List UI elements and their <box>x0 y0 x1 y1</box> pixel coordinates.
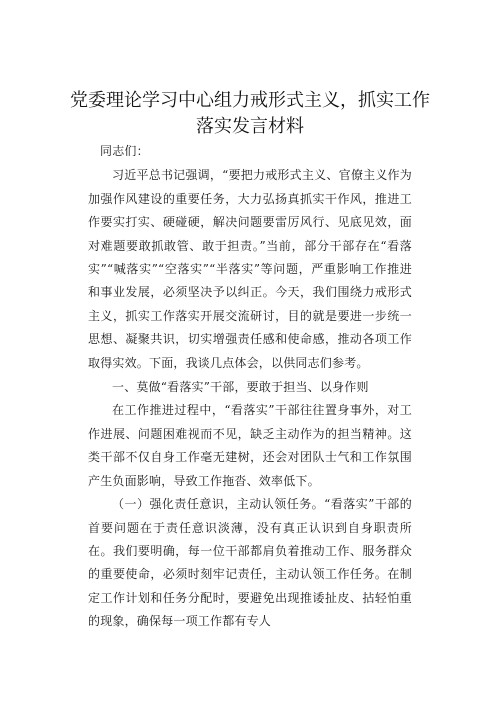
title-line-2: 落实发言材料 <box>196 116 304 137</box>
section-heading-1: 一、莫做“看落实”干部，要敢于担当、以身作则 <box>112 380 369 395</box>
document-body <box>88 140 412 634</box>
document-title <box>0 88 500 140</box>
paragraph-intro: 习近平总书记强调，“要把力戒形式主义、官僚主义作为加强作风建设的重要任务，大力弘扬真抓实干作风，推进工作要实打实、硬碰硬，解决问题要雷厉风行、见底见效，面对难题要敢抓敢管、敢于担责。”当前，部分干部存在“看落实”“喊落实”“空落实”“半落实”等问题，严重影响工作推进和事业发展，必须坚决予以纠正。今天，我们围绕力戒形式主义，抓实工作落实开展交流研讨，目的就是要进一步统一思想、凝聚共识，切实增强责任感和使命感，推动各项工作取得实效。下面，我谈几点体会，以供同志们参考。 <box>88 168 412 370</box>
salutation: 同志们： <box>100 144 149 158</box>
paragraph-subsection-1: （一）强化责任意识，主动认领任务。“看落实”干部的首要问题在于责任意识淡薄，没有真正认识到自身职责所在。我们要明确，每一位干部都肩负着推动工作、服务群众的重要使命，必须时刻牢记责任，主动认领工作任务。在制定工作计划和任务分配时，要避免出现推诿扯皮、拈轻怕重的现象，确保每一项工作都有专人 <box>88 497 412 629</box>
title-line-1: 党委理论学习中心组力戒形式主义，抓实工作 <box>70 90 430 111</box>
paragraph-section1-body: 在工作推进过程中，“看落实”干部往往置身事外，对工作进展、问题困难视而不见，缺乏主动作为的担当精神。这类干部不仅自身工作毫无建树，还会对团队士气和工作氛围产生负面影响，导致工作拖沓、效率低下。 <box>88 403 412 488</box>
